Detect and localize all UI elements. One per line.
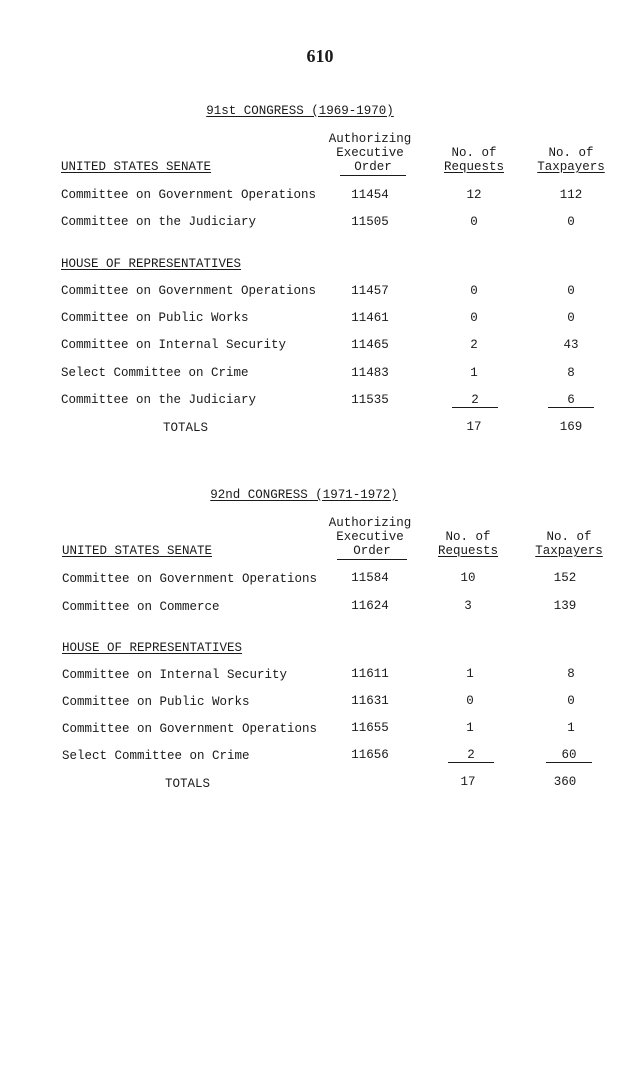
- requests-header-line1: No. of: [445, 530, 491, 544]
- order-number: 11465: [351, 338, 389, 352]
- committee-name: Committee on Public Works: [62, 695, 250, 709]
- requests-count: 0: [470, 284, 478, 298]
- total-taxpayers: 169: [559, 420, 583, 434]
- requests-count: 10: [460, 571, 476, 585]
- section-title: 92nd CONGRESS (1971-1972): [210, 488, 398, 502]
- taxpayers-count: 8: [567, 366, 575, 380]
- order-number: 11461: [351, 311, 389, 325]
- committee-name: Committee on the Judiciary: [61, 215, 257, 229]
- order-number: 11631: [351, 694, 389, 708]
- requests-count: 1: [466, 721, 474, 735]
- requests-count: 1: [466, 667, 474, 681]
- taxpayers-count: 6: [548, 393, 594, 408]
- senate-heading: UNITED STATES SENATE: [61, 160, 212, 174]
- committee-name: Committee on Internal Security: [61, 338, 287, 352]
- page-number: 610: [306, 46, 334, 66]
- taxpayers-header-line1: No. of: [548, 146, 594, 160]
- section-title: 91st CONGRESS (1969-1970): [206, 104, 394, 118]
- totals-label: TOTALS: [163, 421, 209, 435]
- requests-count: 2: [470, 338, 478, 352]
- taxpayers-count: 0: [567, 694, 575, 708]
- order-number: 11505: [351, 215, 389, 229]
- order-number: 11624: [351, 599, 389, 613]
- requests-count: 0: [470, 311, 478, 325]
- requests-count: 3: [464, 599, 472, 613]
- taxpayers-header-line2: Taxpayers: [535, 544, 603, 558]
- order-header-line2: Executive: [336, 530, 404, 544]
- taxpayers-count: 139: [553, 599, 577, 613]
- order-number: 11656: [351, 748, 389, 762]
- taxpayers-count: 0: [567, 311, 575, 325]
- totals-label: TOTALS: [165, 777, 211, 791]
- requests-header-line2: Requests: [443, 160, 504, 174]
- requests-count: 0: [466, 694, 474, 708]
- taxpayers-count: 60: [546, 748, 592, 763]
- taxpayers-header-line2: Taxpayers: [537, 160, 605, 174]
- committee-name: Select Committee on Crime: [61, 366, 249, 380]
- committee-name: Committee on the Judiciary: [61, 393, 257, 407]
- order-header-line1: Authorizing: [328, 516, 412, 530]
- committee-name: Committee on Government Operations: [61, 284, 317, 298]
- committee-name: Committee on Public Works: [61, 311, 249, 325]
- taxpayers-count: 152: [553, 571, 577, 585]
- order-number: 11454: [351, 188, 389, 202]
- committee-name: Committee on Internal Security: [62, 668, 288, 682]
- taxpayers-count: 0: [567, 215, 575, 229]
- order-header-line3: Order: [340, 160, 406, 176]
- requests-count: 0: [470, 215, 478, 229]
- requests-count: 2: [452, 393, 498, 408]
- order-header-line3: Order: [337, 544, 407, 560]
- committee-name: Committee on Government Operations: [61, 188, 317, 202]
- taxpayers-header-line1: No. of: [546, 530, 592, 544]
- house-heading: HOUSE OF REPRESENTATIVES: [61, 257, 242, 271]
- house-heading: HOUSE OF REPRESENTATIVES: [62, 641, 243, 655]
- senate-heading: UNITED STATES SENATE: [62, 544, 213, 558]
- order-number: 11655: [351, 721, 389, 735]
- requests-count: 1: [470, 366, 478, 380]
- taxpayers-count: 0: [567, 284, 575, 298]
- order-number: 11457: [351, 284, 389, 298]
- taxpayers-count: 43: [563, 338, 579, 352]
- order-header-line2: Executive: [336, 146, 404, 160]
- total-requests: 17: [460, 775, 476, 789]
- order-number: 11584: [351, 571, 389, 585]
- taxpayers-count: 1: [567, 721, 575, 735]
- total-requests: 17: [466, 420, 482, 434]
- requests-header-line1: No. of: [451, 146, 497, 160]
- taxpayers-count: 112: [559, 188, 583, 202]
- requests-count: 2: [448, 748, 494, 763]
- committee-name: Select Committee on Crime: [62, 749, 250, 763]
- order-number: 11535: [351, 393, 389, 407]
- total-taxpayers: 360: [553, 775, 577, 789]
- order-header-line1: Authorizing: [328, 132, 412, 146]
- committee-name: Committee on Government Operations: [62, 722, 318, 736]
- taxpayers-count: 8: [567, 667, 575, 681]
- committee-name: Committee on Government Operations: [62, 572, 318, 586]
- order-number: 11611: [351, 667, 389, 681]
- requests-header-line2: Requests: [437, 544, 498, 558]
- order-number: 11483: [351, 366, 389, 380]
- committee-name: Committee on Commerce: [62, 600, 220, 614]
- requests-count: 12: [466, 188, 482, 202]
